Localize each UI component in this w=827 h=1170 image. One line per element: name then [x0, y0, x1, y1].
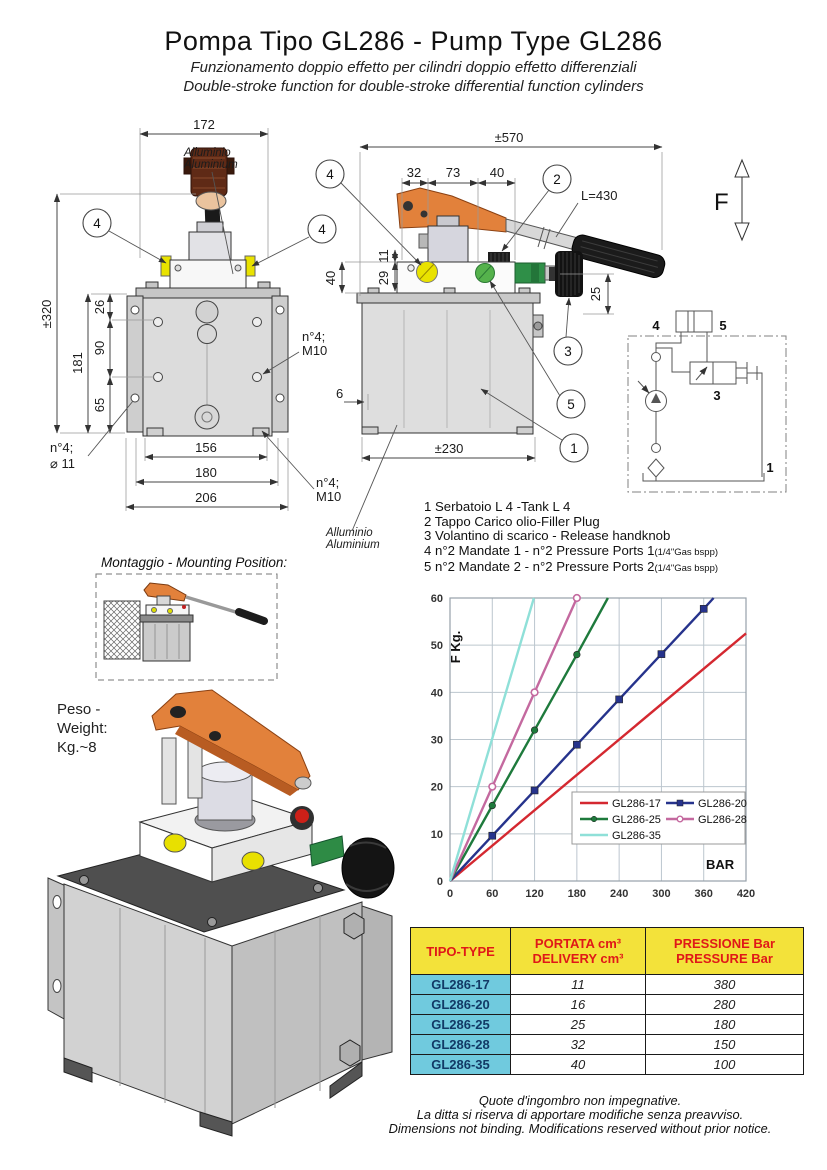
front-thread-upper-label: n°4;: [302, 329, 326, 344]
side-top-plate: [357, 293, 540, 303]
svg-text:60: 60: [430, 593, 443, 605]
svg-text:50: 50: [430, 640, 443, 653]
side-dim-6: 6: [336, 386, 344, 401]
hydraulic-schematic: [628, 311, 786, 492]
table-cell: 100: [646, 1055, 804, 1075]
table-cell: 25: [511, 1015, 646, 1035]
table-row: [411, 1015, 804, 1035]
performance-chart: [408, 585, 788, 917]
svg-text:2: 2: [553, 172, 561, 187]
front-dim-26: 26: [92, 299, 107, 315]
subtitle-italian: Funzionamento doppio effetto per cilindri doppio effetto differenziali: [190, 59, 637, 76]
side-handle-length: L=430: [581, 188, 618, 203]
svg-text:GL286-35: GL286-35: [612, 830, 661, 842]
table-cell: GL286-35: [411, 1055, 511, 1075]
table-cell: 280: [646, 995, 804, 1015]
front-valve-bracket: [170, 260, 246, 290]
svg-text:M10: M10: [316, 489, 342, 504]
schematic-label-3: 3: [713, 388, 721, 403]
side-cylinder: [428, 226, 468, 262]
pump3d-side-bolt: [340, 1040, 360, 1066]
table-cell: GL286-17: [411, 975, 511, 995]
pump3d-flange-right: [362, 906, 392, 1060]
svg-text:M10: M10: [302, 343, 328, 358]
pump3d-green-fitting: [310, 836, 344, 866]
svg-text:BAR: BAR: [706, 857, 735, 872]
side-dim-32: 32: [406, 165, 422, 180]
front-flange-left: [127, 296, 143, 432]
page-title: Pompa Tipo GL286 - Pump Type GL286: [164, 26, 663, 56]
table-row: [411, 995, 804, 1015]
front-bolt: [253, 318, 262, 327]
svg-text:5: 5: [567, 397, 575, 412]
col-header-type: TIPO-TYPE: [411, 928, 511, 975]
table-cell: 150: [646, 1035, 804, 1055]
schematic-label-5: 5: [719, 318, 727, 333]
mounting-wall: [104, 601, 140, 659]
pump3d-red-cap: [295, 809, 309, 823]
front-thread-lower-label: n°4;: [316, 475, 340, 490]
svg-text:4: 4: [318, 222, 326, 237]
side-handle-grip: [570, 233, 667, 280]
svg-text:0: 0: [446, 888, 454, 900]
table-cell: GL286-20: [411, 995, 511, 1015]
side-tank: [362, 303, 533, 433]
front-top-plate: [136, 288, 280, 298]
side-material-label: Alluminio: [326, 527, 373, 539]
parts-legend: [424, 500, 814, 577]
svg-text:20: 20: [430, 781, 443, 794]
pump3d-tank-right: [232, 902, 362, 1124]
svg-text:GL286-25: GL286-25: [612, 814, 661, 826]
parts-legend-item: 1 Serbatoio L 4 -Tank L 4: [424, 499, 571, 514]
svg-text:GL286-20: GL286-20: [698, 798, 747, 810]
side-dim-width-top: ±570: [494, 130, 524, 145]
front-dim-180: 180: [195, 465, 217, 480]
parts-legend-item: 5 n°2 Mandate 2 - n°2 Pressure Ports 2(1/4"Gas bspp): [424, 559, 719, 575]
svg-text:120: 120: [525, 888, 544, 900]
side-dim-73: 73: [445, 165, 461, 180]
side-dim-width-bottom: ±230: [434, 441, 464, 456]
table-cell: 40: [511, 1055, 646, 1075]
svg-text:GL286-28: GL286-28: [698, 814, 747, 826]
weight-note: Peso - Weight: Kg.~8: [57, 701, 108, 756]
svg-text:GL286-17: GL286-17: [612, 798, 661, 810]
force-arrow: [714, 160, 749, 240]
parts-legend-item: 2 Tappo Carico olio-Filler Plug: [424, 513, 600, 529]
schematic-filter: [648, 459, 664, 477]
table-row: [411, 1055, 804, 1075]
svg-text:Aluminium: Aluminium: [326, 539, 380, 551]
front-material-label: Alluminio: [184, 147, 231, 159]
side-valve-block: [397, 262, 515, 293]
svg-text:1: 1: [570, 441, 578, 456]
footer-note-it1: Quote d'ingombro non impegnative.: [478, 1093, 682, 1108]
side-dim-29: 29: [376, 270, 391, 286]
table-cell: 16: [511, 995, 646, 1015]
svg-text:360: 360: [694, 888, 713, 900]
svg-text:0: 0: [436, 876, 443, 888]
svg-text:4: 4: [326, 167, 334, 182]
svg-text:10: 10: [430, 828, 443, 841]
side-dim-25: 25: [588, 286, 603, 302]
svg-text:30: 30: [430, 734, 443, 747]
front-collar: [196, 192, 226, 210]
col-header-delivery: PORTATA cm³ DELIVERY cm³: [511, 928, 646, 975]
front-bolt: [154, 318, 163, 327]
side-view-drawing: [316, 130, 749, 551]
table-row: [411, 1035, 804, 1055]
front-dim-width-top: 172: [193, 117, 215, 132]
pump3d-port-yellow: [242, 852, 264, 870]
front-bolt: [253, 373, 262, 382]
front-dim-90: 90: [92, 340, 107, 356]
table-cell: GL286-25: [411, 1015, 511, 1035]
table-cell: GL286-28: [411, 1035, 511, 1055]
table-cell: 180: [646, 1015, 804, 1035]
mounting-pump-tank: [143, 622, 190, 661]
force-label: F: [714, 189, 729, 216]
svg-text:60: 60: [486, 888, 499, 900]
front-holes-label: n°4;: [50, 440, 74, 455]
table-cell: 11: [511, 975, 646, 995]
table-cell: 380: [646, 975, 804, 995]
side-release-fitting: [515, 263, 545, 283]
footer-note-it2: La ditta si riserva di apportare modifiche senza preavviso.: [416, 1107, 744, 1122]
table-header-row: [411, 928, 804, 975]
col-header-pressure: PRESSIONE Bar PRESSURE Bar: [646, 928, 804, 975]
front-dim-65: 65: [92, 397, 107, 413]
footer-note-en: Dimensions not binding. Modifications reserved without prior notice.: [388, 1121, 772, 1136]
svg-text:Aluminium: Aluminium: [184, 159, 238, 171]
front-dim-181: 181: [70, 352, 85, 374]
front-drain: [195, 405, 219, 429]
schematic-label-1: 1: [766, 460, 774, 475]
svg-text:180: 180: [567, 888, 587, 900]
spec-table: [410, 927, 804, 1075]
front-dim-206: 206: [195, 490, 217, 505]
table-row: [411, 975, 804, 995]
parts-legend-item: 3 Volantino di scarico - Release handknob: [424, 528, 671, 544]
svg-text:3: 3: [564, 344, 572, 359]
subtitle-english: Double-stroke function for double-stroke differential function cylinders: [183, 78, 644, 95]
side-dim-11: 11: [376, 249, 391, 263]
schematic-label-4: 4: [652, 318, 660, 333]
side-dim-40-top: 40: [489, 165, 505, 180]
svg-text:40: 40: [430, 687, 443, 700]
mounting-position: [96, 555, 287, 680]
front-view-drawing: [39, 117, 344, 511]
svg-text:300: 300: [652, 888, 671, 900]
pump3d-side-bolt: [344, 913, 364, 939]
front-bolt: [154, 373, 163, 382]
parts-legend-item: 4 n°2 Mandate 1 - n°2 Pressure Ports 1(1/4"Gas bspp): [424, 542, 719, 558]
svg-text:240: 240: [609, 888, 629, 900]
side-dim-40: 40: [323, 270, 338, 286]
pump3d-port-yellow: [164, 834, 186, 852]
svg-text:F Kg.: F Kg.: [448, 630, 463, 664]
svg-text:4: 4: [93, 216, 101, 231]
front-dim-156: 156: [195, 440, 217, 455]
mounting-title: Montaggio - Mounting Position:: [101, 555, 288, 570]
table-cell: 32: [511, 1035, 646, 1055]
footer-notes: [320, 1094, 827, 1136]
svg-text:420: 420: [736, 888, 756, 900]
front-dim-total-height: ±320: [39, 299, 54, 329]
mounting-pump-grip: [239, 612, 264, 621]
svg-text:⌀ 11: ⌀ 11: [50, 456, 75, 471]
